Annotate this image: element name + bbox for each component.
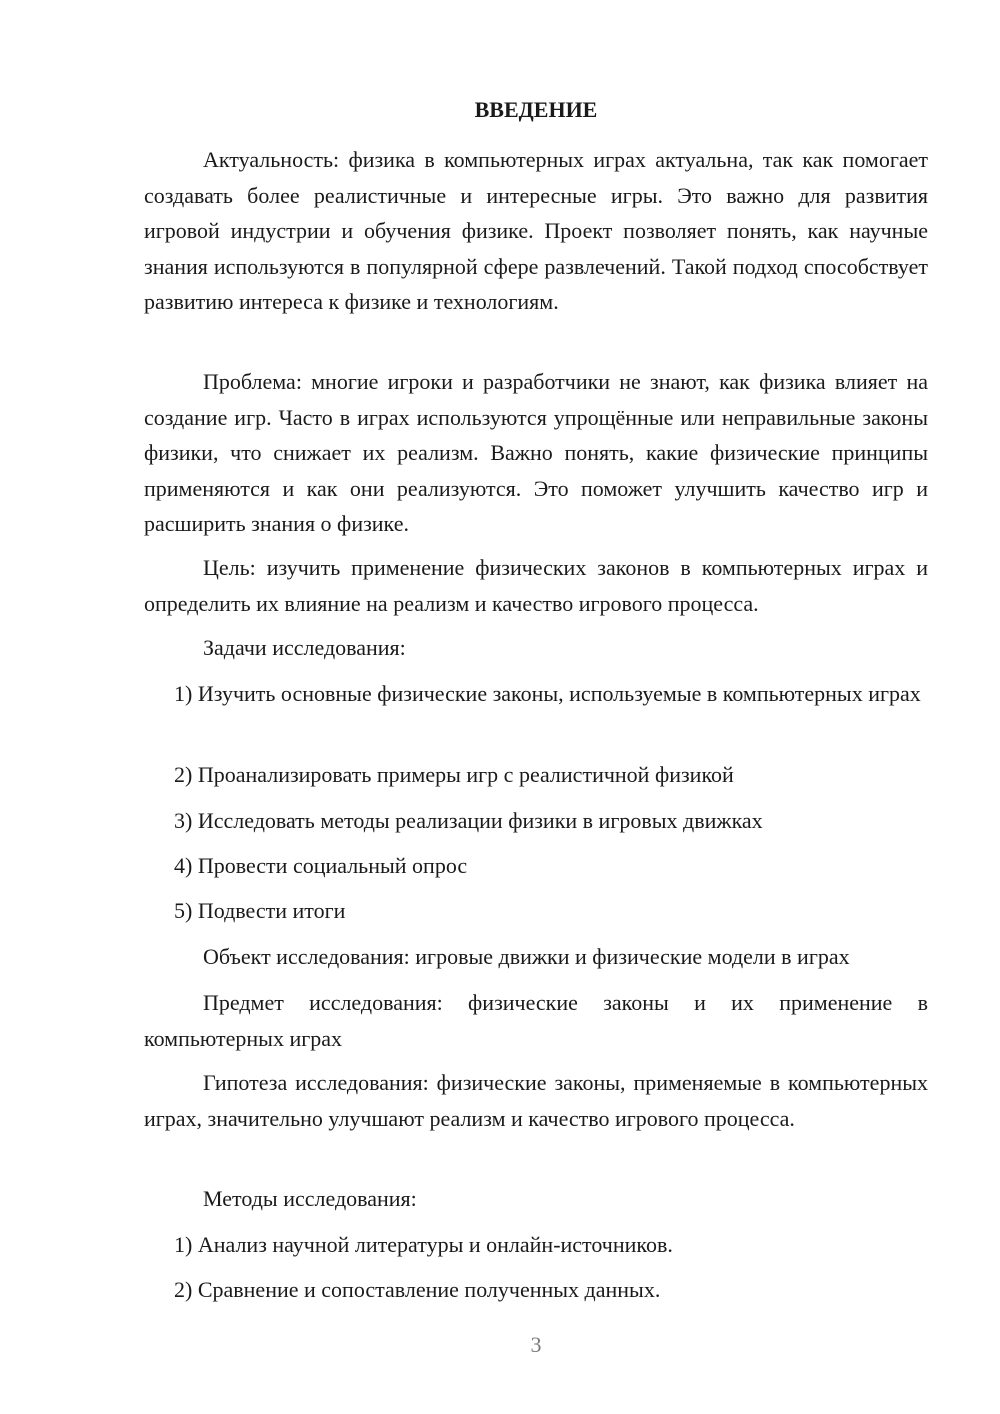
hypothesis-paragraph: Гипотеза исследования: физические законы, применяемые в компьютерных играх, значительно улучшают реализм и качество игрового процесса. bbox=[144, 1070, 928, 1131]
methods-heading: Методы исследования: bbox=[203, 1186, 417, 1211]
task-item-3: 3) Исследовать методы реализации физики в игровых движках bbox=[174, 808, 763, 833]
problem-paragraph: Проблема: многие игроки и разработчики не знают, как физика влияет на создание игр. Часто в играх используются упрощённые или неправильные законы физики, что снижает их реализм. Важно понять, какие физические принципы применяются и как они реализуются. Это поможет улучшить качество игр и расширить знания о физике. bbox=[144, 369, 928, 536]
method-item-1: 1) Анализ научной литературы и онлайн-источников. bbox=[174, 1232, 673, 1257]
task-item-5: 5) Подвести итоги bbox=[174, 898, 346, 923]
page-number: 3 bbox=[530, 1332, 542, 1357]
object-paragraph: Объект исследования: игровые движки и физические модели в играх bbox=[203, 944, 850, 969]
tasks-heading: Задачи исследования: bbox=[203, 635, 406, 660]
subject-paragraph: Предмет исследования: физические законы и их применение в компьютерных играх bbox=[144, 990, 928, 1051]
task-item-2: 2) Проанализировать примеры игр с реалистичной физикой bbox=[174, 762, 734, 787]
task-item-4: 4) Провести социальный опрос bbox=[174, 853, 468, 878]
page-title: ВВЕДЕНИЕ bbox=[474, 97, 598, 122]
relevance-paragraph: Актуальность: физика в компьютерных играх актуальна, так как помогает создавать более реалистичные и интересные игры. Это важно для развития игровой индустрии и обучения физике. Проект позволяет понять, как научные знания используются в популярной сфере развлечений. Такой подход способствует развитию интереса к физике и технологиям. bbox=[144, 147, 928, 314]
task-item-1: 1) Изучить основные физические законы, используемые в компьютерных играх bbox=[174, 681, 921, 706]
goal-paragraph: Цель: изучить применение физических законов в компьютерных играх и определить их влияние на реализм и качество игрового процесса. bbox=[144, 555, 928, 616]
method-item-2: 2) Сравнение и сопоставление полученных данных. bbox=[174, 1277, 661, 1302]
